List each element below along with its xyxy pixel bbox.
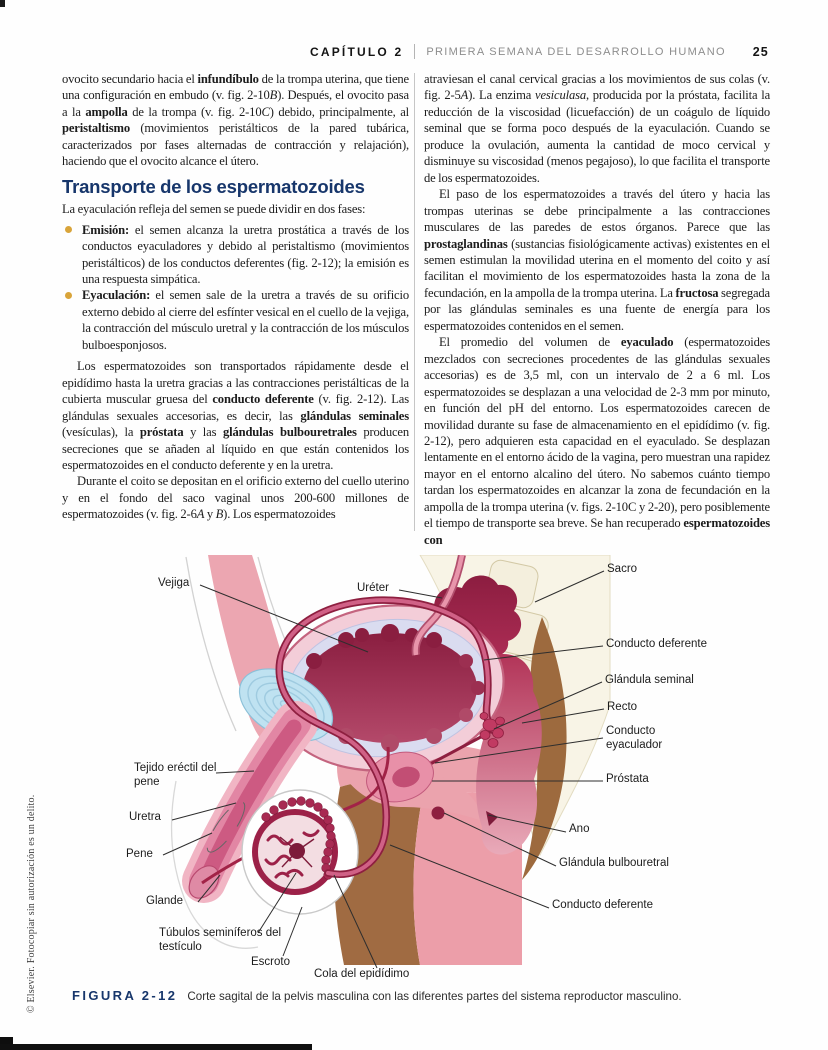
figure-label-cola-epididimo: Cola del epidídimo xyxy=(314,968,410,980)
figure-label-glande: Glande xyxy=(146,895,184,907)
bullet-text: Eyaculación: el semen sale de la uretra a través de su orificio externo debido al cierre del esfínter vesical en el cuello de la vejiga, la contracción del músculo uretral y la contracción de los músculos bulboesponjosos. xyxy=(82,288,409,352)
figure-label-glandula-seminal: Glándula seminal xyxy=(605,674,694,686)
chapter-label: CAPÍTULO 2 xyxy=(310,44,404,59)
paragraph: El promedio del volumen de eyaculado (espermatozoides mezclados con secreciones procedentes de las glándulas sexuales accesorias) es de 3,5 ml, con un intervalo de 2 a 6 ml. Los espermatozoides se desplazan a una velocidad de 2-3 mm por minuto, en función del pH del entorno. Los espermatozoides carecen de movilidad durante su fase de almacenamiento en el epidídimo (v. fig. 2-12), pero adquieren esta capacidad en el eyaculado. Se desplazan lentamente en el entorno ácido de la vagina, pero muestran una rapidez mayor en el entorno alcalino del útero. No sabemos cuánto tiempo tardan los espermatozoides en alcanzar la zona de fecundación en la ampolla de la trompa uterina (v. figs. 2-10C y 2-20), pero posiblemente el tiempo de transporte sea breve. Se han recuperado espermatozoides con xyxy=(424,335,770,547)
header-divider xyxy=(414,44,415,59)
figure-label-conducto-eyaculador: Conducto eyaculador xyxy=(606,725,663,751)
figure-label-tejido-erectil: Tejido eréctil del pene xyxy=(134,762,217,788)
figure-label-vejiga: Vejiga xyxy=(158,577,190,589)
paragraph: ovocito secundario hacia el infundíbulo de la trompa uterina, que tiene una configuración en embudo (v. fig. 2-10B). Después, el ovocito pasa a la ampolla de la trompa (v. fig. 2-10C) debido, principalmente, al peristaltismo (movimientos peristálticos de la pared tubárica, caracterizados por fases alternadas de contracción y relajación), haciendo que el ovocito alcance el útero. xyxy=(62,72,410,169)
column-divider xyxy=(414,73,415,531)
figure-label-prostata: Próstata xyxy=(606,773,649,785)
paragraph: Durante el coito se depositan en el orificio externo del cuello uterino y en el fondo del saco vaginal unos 200-600 millones de espermatozoides (v. fig. 2-6A y B). Los espermatozoides xyxy=(62,474,409,522)
testis-shape xyxy=(255,812,335,892)
figure-label-sacro: Sacro xyxy=(607,563,638,575)
scan-artifact xyxy=(0,0,5,7)
bullet-dot xyxy=(65,226,72,233)
figure-label-tubulos-seminiferos: Túbulos seminíferos del testículo xyxy=(159,927,282,953)
figure-label-recto: Recto xyxy=(607,701,638,713)
paragraph: El paso de los espermatozoides a través del útero y hacia las trompas uterinas se debe principalmente a las contracciones musculares de las paredes de estos órganos. Parece que las prostaglandinas (sustancias fisiológicamente activas) existentes en el semen estimulan la movilidad uterina en el momento del coito y así facilitan el movimiento de los espermatozoides hasta la zona de la fecundación, en la ampolla de la trompa uterina. La fructosa segregada por las glándulas seminales es una fuente de energía para los espermatozoides contenidos en el semen. xyxy=(424,187,770,333)
chapter-title: PRIMERA SEMANA DEL DESARROLLO HUMANO xyxy=(426,45,726,58)
figure-label-pene: Pene xyxy=(126,848,153,860)
figure-caption xyxy=(72,988,752,1003)
figure-label-uretra: Uretra xyxy=(129,811,161,823)
right-column xyxy=(424,71,770,548)
running-head xyxy=(310,44,769,59)
figure-label-glandula-bulbouretral: Glándula bulbouretral xyxy=(559,857,669,869)
scan-artifact xyxy=(0,1044,312,1050)
bullet-text: Emisión: el semen alcanza la uretra prostática a través de los conductos eyaculadores y debido al peristaltismo (movimientos peristálticos) de los conductos deferentes (fig. 2-12); la emisión es una respuesta simpática. xyxy=(82,222,409,286)
copyright-sidenote: © Elsevier. Fotocopiar sin autorización es un delito. xyxy=(26,794,37,1013)
figure-label-ano: Ano xyxy=(569,823,590,835)
figure-label-escroto: Escroto xyxy=(251,956,290,968)
figure-caption-text: Corte sagital de la pelvis masculina con las diferentes partes del sistema reproductor masculino. xyxy=(187,990,682,1003)
figure-label-ureter: Uréter xyxy=(357,582,389,594)
paragraph: atraviesan el canal cervical gracias a los movimientos de sus colas (v. fig. 2-5A). La enzima vesiculasa, producida por la próstata, facilita la reducción de la viscosidad (licuefacción) de un coágulo de líquido seminal que se forma poco después de la eyaculación. Cuando se produce la ovulación, aumenta la cantidad de moco cervical y disminuye su viscosidad (menos pegajoso), lo que facilita el transporte de los espermatozoides. xyxy=(424,72,771,185)
bullet-item-eyaculacion xyxy=(62,287,409,353)
page-number: 25 xyxy=(752,44,769,59)
paragraph: Los espermatozoides son transportados rápidamente desde el epidídimo hasta la uretra gracias a las contracciones peristálticas de la cubierta muscular gruesa del conducto deferente (v. fig. 2-12). Las glándulas sexuales accesorias, es decir, las glándulas seminales (vesículas), la próstata y las glándulas bulbouretrales producen secreciones que se añaden al líquido en que están contenidos los espermatozoides en el conducto deferente y en la uretra. xyxy=(62,359,410,472)
bullet-list xyxy=(62,222,409,354)
figure-label-conducto-deferente-sup: Conducto deferente xyxy=(606,638,708,650)
bulbourethral-gland-shape xyxy=(432,807,445,820)
figure-number: FIGURA 2-12 xyxy=(72,988,178,1003)
section-heading: Transporte de los espermatozoides xyxy=(62,175,365,197)
bullet-dot xyxy=(65,292,72,299)
bullet-item-emision xyxy=(62,222,409,288)
paragraph: La eyaculación refleja del semen se puede dividir en dos fases: xyxy=(62,202,366,217)
figure-label-conducto-deferente-inf: Conducto deferente xyxy=(552,899,654,911)
left-column xyxy=(62,71,409,523)
